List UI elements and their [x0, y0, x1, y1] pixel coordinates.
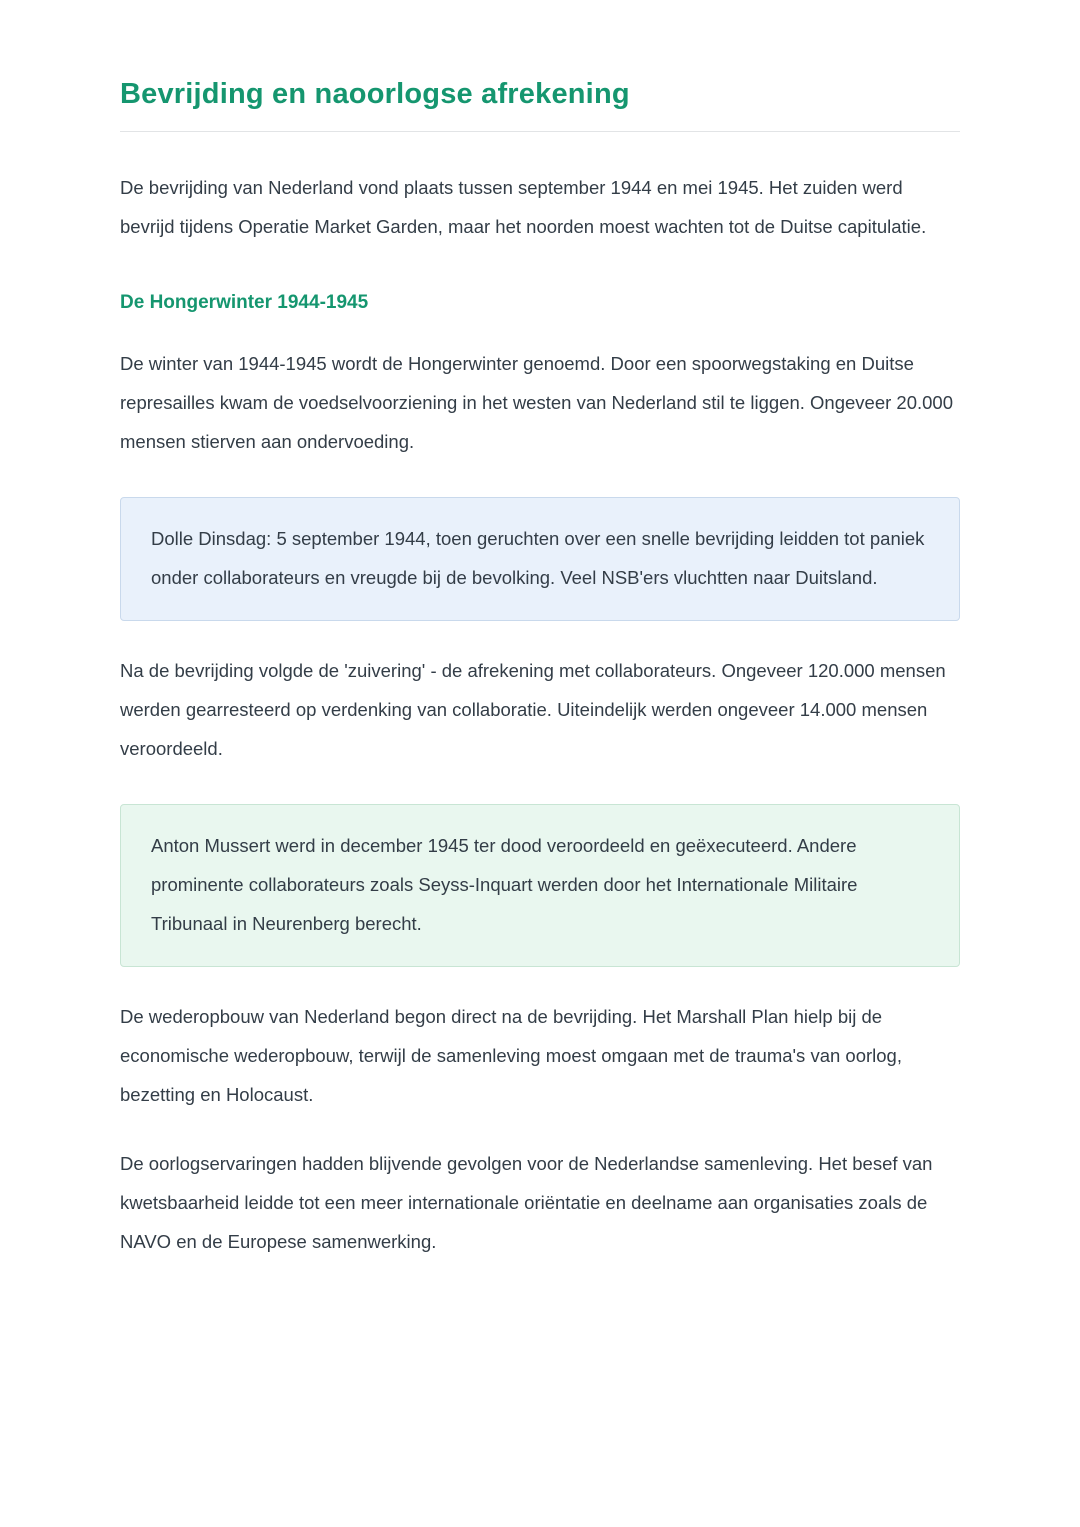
hongerwinter-paragraph: De winter van 1944-1945 wordt de Hongerwinter genoemd. Door een spoorwegstaking en Duitse represailles kwam de voedselvoorziening in het westen van Nederland stil te liggen. Ongeveer 20.000 mensen stierven aan ondervoeding.	[120, 353, 953, 452]
gevolgen-paragraph: De oorlogservaringen hadden blijvende gevolgen voor de Nederlandse samenleving. Het besef van kwetsbaarheid leidde tot een meer internationale oriëntatie en deelname aan organisaties zoals de NAVO en de Europese samenwerking.	[120, 1153, 933, 1252]
intro-paragraph: De bevrijding van Nederland vond plaats tussen september 1944 en mei 1945. Het zuiden werd bevrijd tijdens Operatie Market Garden, maar het noorden moest wachten tot de Duitse capitulatie.	[120, 177, 927, 237]
wederopbouw-paragraph: De wederopbouw van Nederland begon direct na de bevrijding. Het Marshall Plan hielp bij de economische wederopbouw, terwijl de samenleving moest omgaan met de trauma's van oorlog, bezetting en Holocaust.	[120, 1006, 902, 1105]
dolle-dinsdag-callout-text: Dolle Dinsdag: 5 september 1944, toen geruchten over een snelle bevrijding leidden tot paniek onder collaborateurs en vreugde bij de bevolking. Veel NSB'ers vluchtten naar Duitsland.	[151, 528, 925, 588]
page-title: Bevrijding en naoorlogse afrekening	[120, 78, 630, 110]
mussert-callout-text: Anton Mussert werd in december 1945 ter dood veroordeeld en geëxecuteerd. Andere prominente collaborateurs zoals Seyss-Inquart werden door het Internationale Militaire Tribunaal in Neurenberg berecht.	[151, 835, 858, 934]
dolle-dinsdag-callout	[120, 497, 960, 621]
zuivering-paragraph: Na de bevrijding volgde de 'zuivering' - de afrekening met collaborateurs. Ongeveer 120.000 mensen werden gearresteerd op verdenking van collaboratie. Uiteindelijk werden ongeveer 14.000 mensen veroordeeld.	[120, 660, 946, 759]
section-heading-hongerwinter: De Hongerwinter 1944-1945	[120, 292, 369, 313]
title-divider	[120, 131, 960, 132]
mussert-callout	[120, 804, 960, 967]
